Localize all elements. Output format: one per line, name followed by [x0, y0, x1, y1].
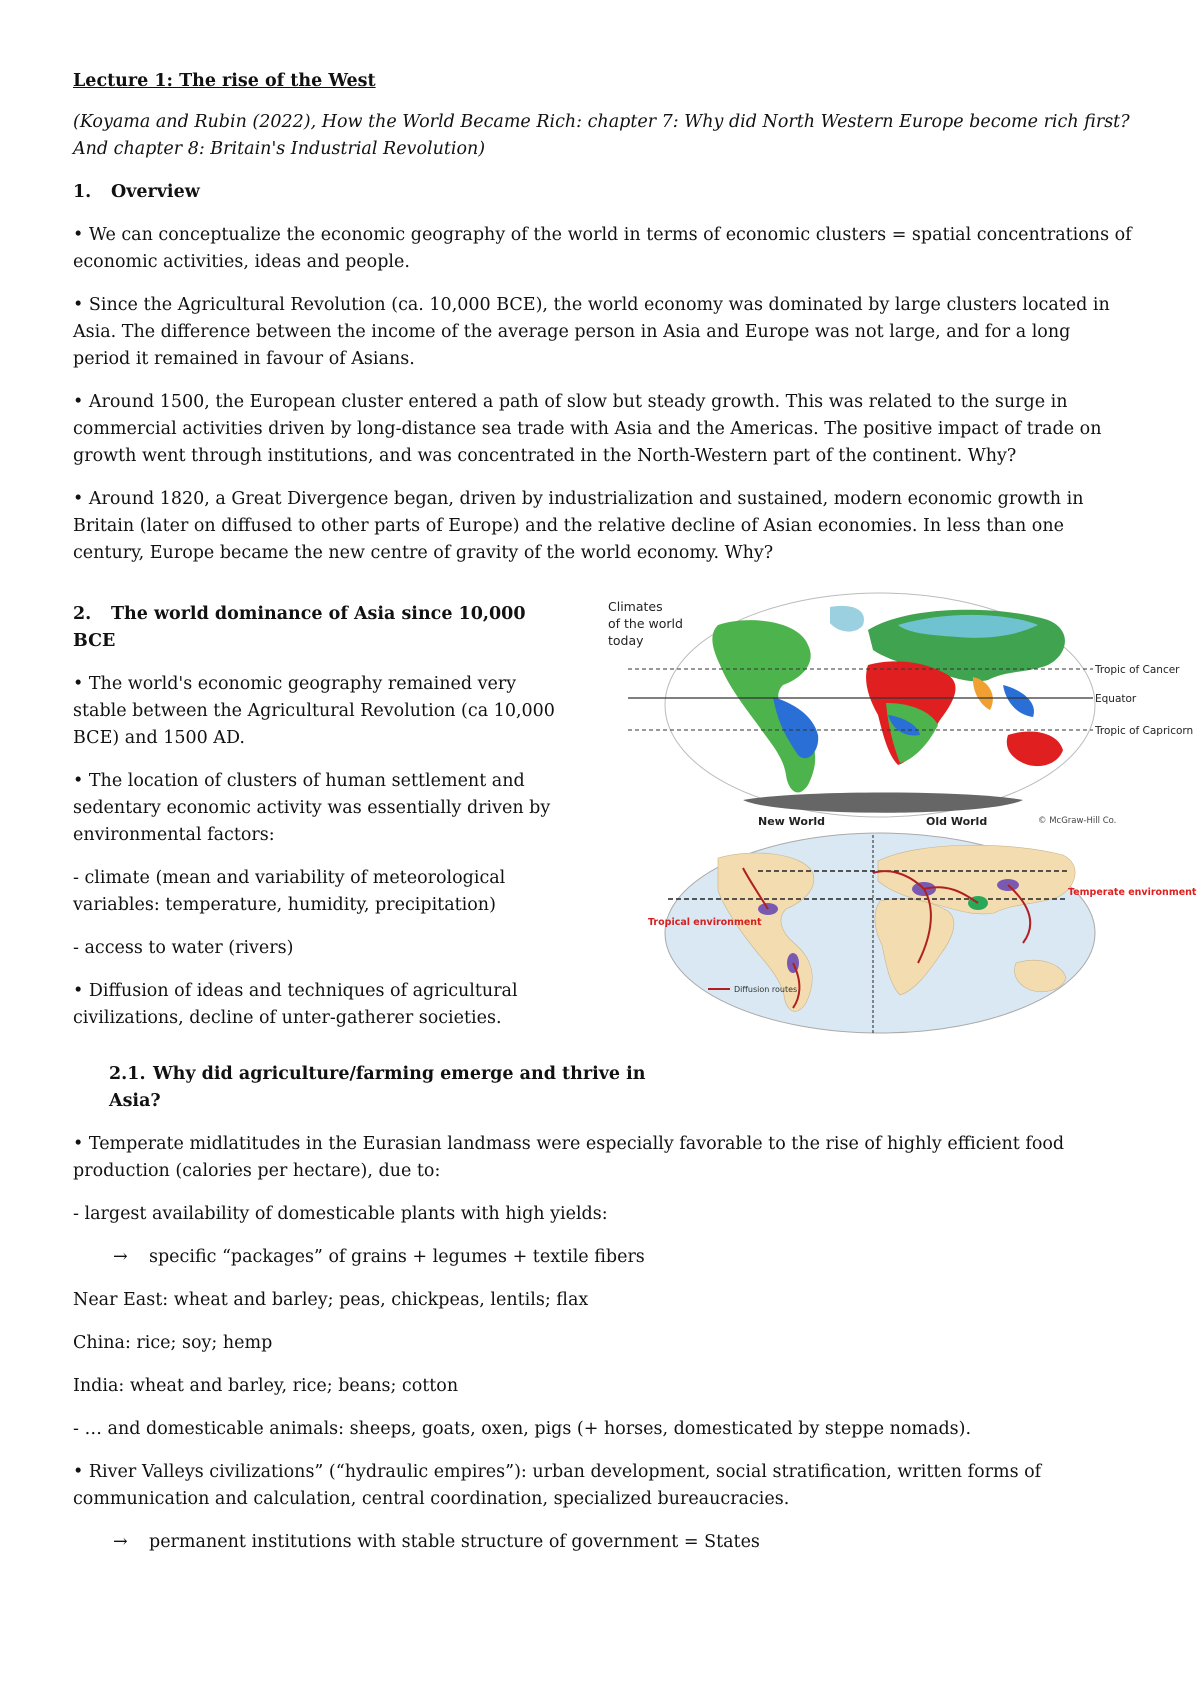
maps-figure [568, 585, 1197, 1065]
tropical-environment-label: Tropical environment [648, 917, 762, 928]
antarctica [743, 793, 1023, 813]
new-world-label: New World [758, 815, 826, 828]
crop-package-china: China: rice; soy; hemp [73, 1333, 273, 1353]
reference-note: (Koyama and Rubin (2022), How the World Became Rich: chapter 7: Why did North Western Europe become rich first? And chapter 8: Britain's Industrial Revolution) [73, 112, 1130, 159]
animals-paragraph: - … and domesticable animals: sheeps, goats, oxen, pigs (+ horses, domesticated by steppe nomads). [73, 1419, 972, 1439]
equator-label: Equator [1095, 693, 1137, 705]
section-2-1-paragraph: - largest availability of domesticable plants with high yields: [73, 1204, 608, 1224]
section-2-1-heading [73, 1061, 649, 1115]
climate-map-caption-line: Climates [608, 599, 663, 614]
arrow-line [73, 1244, 1133, 1271]
overview-bullet: • Since the Agricultural Revolution (ca. 10,000 BCE), the world economy was dominated by large clusters located in Asia. The difference between the income of the average person in Asia and Europe was not large, and for a long period it remained in favour of Asians. [73, 295, 1110, 369]
legend-label: Diffusion routes [734, 985, 798, 994]
section-2-text [73, 601, 573, 1032]
crop-package-near-east: Near East: wheat and barley; peas, chickpeas, lentils; flax [73, 1290, 589, 1310]
arrow-icon: → [113, 1532, 128, 1552]
credit-label: © McGraw-Hill Co. [1038, 816, 1117, 826]
arrow-line-text: specific “packages” of grains + legumes + textile fibers [149, 1247, 645, 1267]
crop-package-india: India: wheat and barley, rice; beans; cotton [73, 1376, 459, 1396]
overview-bullet: • Around 1500, the European cluster entered a path of slow but steady growth. This was related to the surge in commercial activities driven by long-distance sea trade with Asia and the Americas. The positive impact of trade on growth went through institutions, and was concentrated in the North-Western part of the continent. Why? [73, 392, 1102, 466]
arrow-icon: → [113, 1247, 128, 1267]
climate-map-caption-line: of the world [608, 616, 683, 631]
page-title: Lecture 1: The rise of the West [73, 71, 376, 91]
section-2-paragraph: - access to water (rivers) [73, 938, 294, 958]
section-2-paragraph: • Diffusion of ideas and techniques of agricultural civilizations, decline of unter-gatherer societies. [73, 981, 518, 1028]
tropic-of-cancer-label: Tropic of Cancer [1095, 664, 1180, 676]
temperate-environment-label: Temperate environment [1068, 887, 1197, 898]
section-2-number: 2. [73, 604, 92, 624]
section-2-1-number: 2.1. [109, 1064, 146, 1084]
tropic-of-capricorn-label: Tropic of Capricorn [1095, 725, 1194, 737]
section-2-paragraph: - climate (mean and variability of meteorological variables: temperature, humidity, precipitation) [73, 868, 506, 915]
section-2-1-title: Why did agriculture/farming emerge and thrive in Asia? [109, 1064, 646, 1111]
overview-bullet: • Around 1820, a Great Divergence began, driven by industrialization and sustained, modern economic growth in Britain (later on diffused to other parts of Europe) and the relative decline of Asian economies. In less than one century, Europe became the new centre of gravity of the world economy. Why? [73, 489, 1084, 563]
section-2-title: The world dominance of Asia since 10,000 BCE [73, 604, 526, 651]
section-2-paragraph: • The world's economic geography remained very stable between the Agricultural Revolution (ca 10,000 BCE) and 1500 AD. [73, 674, 555, 748]
climate-map [568, 585, 1194, 825]
section-1-title: Overview [111, 182, 200, 202]
section-2-1-paragraph: • Temperate midlatitudes in the Eurasian landmass were especially favorable to the rise of highly efficient food production (calories per hectare), due to: [73, 1134, 1065, 1181]
document-page [73, 68, 1197, 1572]
section-1-number: 1. [73, 182, 92, 202]
arrow-line [73, 1529, 1133, 1556]
climate-map-caption-line: today [608, 633, 644, 648]
diffusion-map [568, 813, 1197, 1053]
section-2-heading [73, 601, 573, 655]
river-valleys-paragraph: • River Valleys civilizations” (“hydraulic empires”): urban development, social stratification, written forms of communication and calculation, central coordination, specialized bureaucracies. [73, 1462, 1042, 1509]
section-2-block [73, 599, 1197, 1061]
arrow-line-text: permanent institutions with stable structure of government = States [149, 1532, 760, 1552]
old-world-label: Old World [926, 815, 988, 828]
section-1-heading [73, 179, 1133, 206]
section-2-paragraph: • The location of clusters of human settlement and sedentary economic activity was essentially driven by environmental factors: [73, 771, 551, 845]
overview-bullet: • We can conceptualize the economic geography of the world in terms of economic clusters = spatial concentrations of economic activities, ideas and people. [73, 225, 1132, 272]
